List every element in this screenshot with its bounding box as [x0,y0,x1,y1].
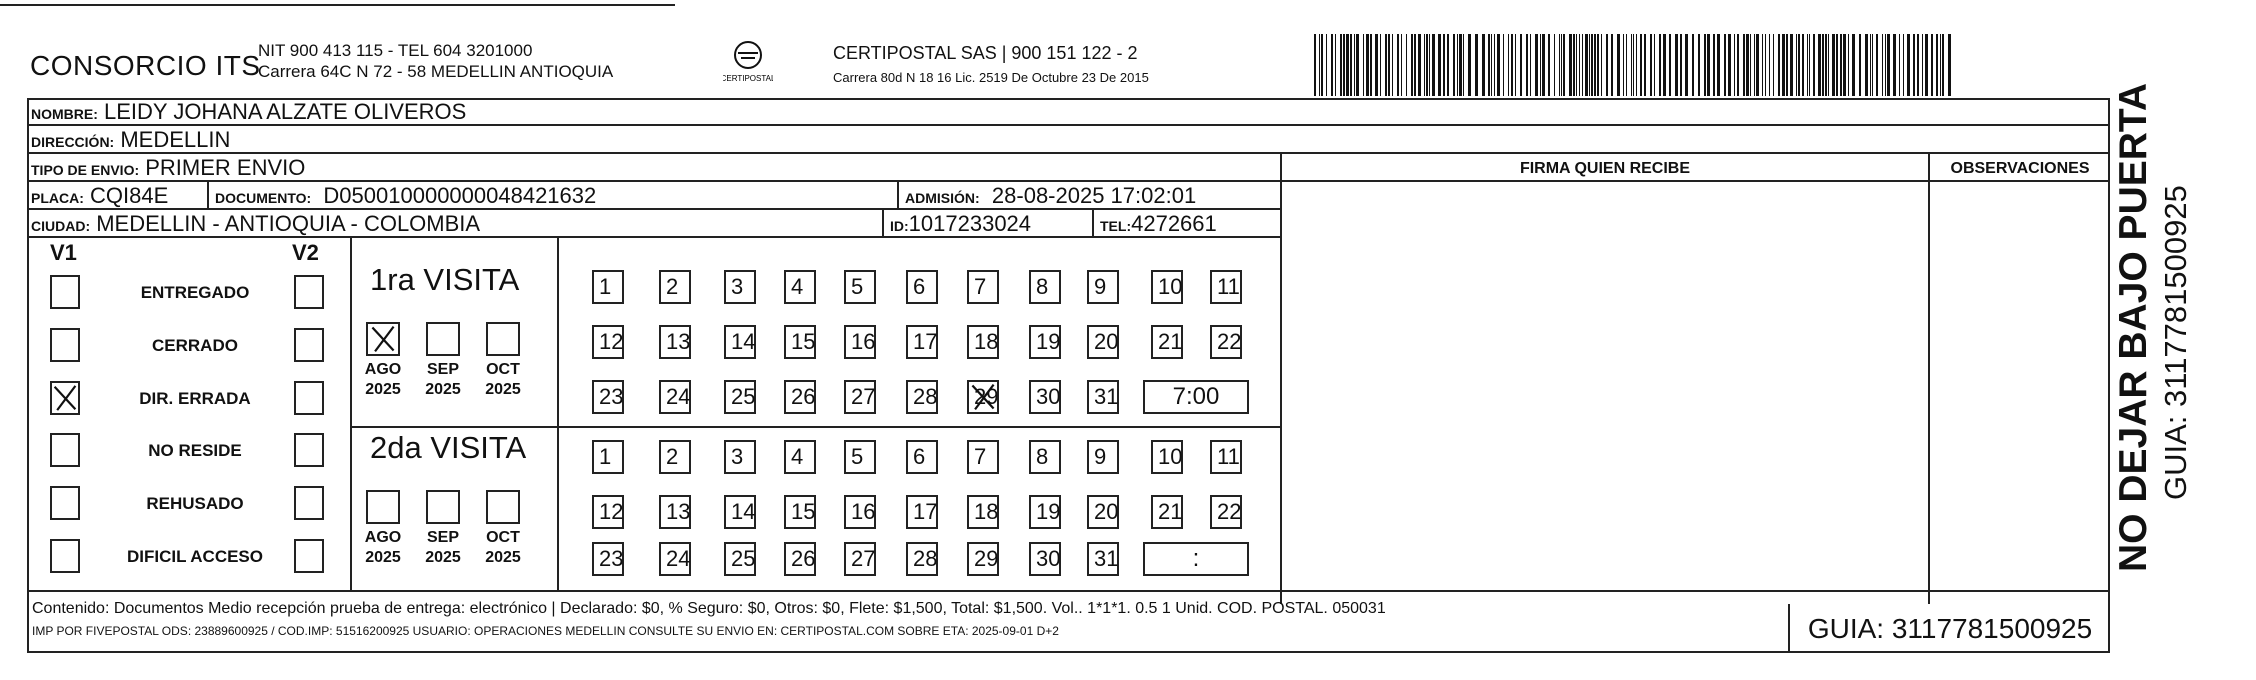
nombre-row [27,98,2110,126]
placa-row [27,182,1280,210]
visit2-day-6[interactable]: 6 [906,440,938,474]
visit2-day-31[interactable]: 31 [1087,542,1119,576]
visit2-day-14[interactable]: 14 [724,495,756,529]
visit2-day-7[interactable]: 7 [967,440,999,474]
visit1-month-checkbox[interactable] [366,322,400,356]
status-v1-checkbox[interactable] [50,539,80,573]
status-label: CERRADO [152,336,238,355]
visit-divider [350,426,1280,428]
barcode [1314,34,1954,96]
visit1-day-27[interactable]: 27 [844,380,876,414]
visit1-day-15[interactable]: 15 [784,325,816,359]
nombre-value: LEIDY JOHANA ALZATE OLIVEROS [104,99,467,124]
visit2-day-20[interactable]: 20 [1087,495,1119,529]
visit1-day-3[interactable]: 3 [724,270,756,304]
visit1-month-checkbox[interactable] [426,322,460,356]
visit2-day-3[interactable]: 3 [724,440,756,474]
visit2-day-2[interactable]: 2 [659,440,691,474]
admision-label: ADMISIÓN: [905,190,980,206]
direccion-row [27,126,2110,154]
visit1-day-13[interactable]: 13 [659,325,691,359]
tel-cell [1092,210,1217,238]
ciudad-label: CIUDAD: [31,218,91,234]
visit2-day-15[interactable]: 15 [784,495,816,529]
firma-header: FIRMA QUIEN RECIBE [1519,160,1691,177]
visit1-title: 1ra VISITA [370,262,520,297]
certipostal-info: CERTIPOSTAL SAS | 900 151 122 - 2 [833,43,1138,63]
visit2-day-5[interactable]: 5 [844,440,876,474]
visit2-month-checkbox[interactable] [366,490,400,524]
status-v1-checkbox[interactable] [50,275,80,309]
visit2-day-27[interactable]: 27 [844,542,876,576]
admision-value: 28-08-2025 17:02:01 [991,183,1197,208]
visit1-day-16[interactable]: 16 [844,325,876,359]
status-v2-checkbox[interactable] [294,539,324,573]
visit2-day-22[interactable]: 22 [1210,495,1242,529]
visit2-day-13[interactable]: 13 [659,495,691,529]
certipostal-logo [723,37,773,87]
firma-divider [1280,154,1282,604]
visit1-month-label: SEP 2025 [425,361,461,398]
visit1-day-4[interactable]: 4 [784,270,816,304]
visit1-month-label: AGO 2025 [364,361,402,398]
calendar-divider [557,238,559,590]
visit2-month-label: SEP 2025 [425,529,461,566]
company-name: CONSORCIO ITS [30,50,261,81]
visit1-day-19[interactable]: 19 [1029,325,1061,359]
visit1-day-1[interactable]: 1 [592,270,624,304]
guia-box: GUIA: 3117781500925 [1788,604,2110,653]
visit1-day-26[interactable]: 26 [784,380,816,414]
visit2-month-label: AGO 2025 [364,529,402,566]
id-label: ID: [890,218,909,234]
logo-text: CERTIPOSTAL [723,74,773,83]
observaciones-divider [1928,154,1930,604]
visit1-day-24[interactable]: 24 [659,380,691,414]
visit1-day-6[interactable]: 6 [906,270,938,304]
status-v2-checkbox[interactable] [294,486,324,520]
tel-label: TEL: [1100,218,1132,234]
visit2-month-checkbox[interactable] [486,490,520,524]
observaciones-header: OBSERVACIONES [1950,160,2090,177]
status-label: ENTREGADO [140,283,250,302]
visit2-day-16[interactable]: 16 [844,495,876,529]
status-v2-checkbox[interactable] [294,381,324,415]
visit1-day-25[interactable]: 25 [724,380,756,414]
visit1-day-30[interactable]: 30 [1029,380,1061,414]
ciudad-row [27,210,1280,238]
visit2-day-18[interactable]: 18 [967,495,999,529]
v1-header: V1 [50,240,77,265]
visit1-day-2[interactable]: 2 [659,270,691,304]
nombre-label: NOMBRE: [31,106,98,122]
visit2-day-8[interactable]: 8 [1029,440,1061,474]
visit2-day-30[interactable]: 30 [1029,542,1061,576]
status-v2-checkbox[interactable] [294,433,324,467]
visit1-day-29[interactable]: 29 [967,380,999,414]
visit1-day-5[interactable]: 5 [844,270,876,304]
direccion-value: MEDELLIN [120,127,231,152]
visit2-day-29[interactable]: 29 [967,542,999,576]
x-mark-icon [52,383,78,413]
visit1-day-22[interactable]: 22 [1210,325,1242,359]
visit2-day-9[interactable]: 9 [1087,440,1119,474]
company-info [258,40,613,82]
certipostal-license: Carrera 80d N 18 16 Lic. 2519 De Octubre 23 De 2015 [833,70,1149,85]
status-v1-checkbox[interactable] [50,381,80,415]
visit2-day-24[interactable]: 24 [659,542,691,576]
visit2-month-label: OCT 2025 [485,529,521,566]
visit2-day-11[interactable]: 11 [1210,440,1242,474]
footer-divider [27,590,2110,592]
direccion-label: DIRECCIÓN: [31,134,115,150]
visit1-day-31[interactable]: 31 [1087,380,1119,414]
visit1-day-10[interactable]: 10 [1151,270,1183,304]
status-label: DIR. ERRADA [139,389,251,408]
visit2-time[interactable]: : [1143,542,1249,576]
visit1-day-14[interactable]: 14 [724,325,756,359]
status-v2-checkbox[interactable] [294,275,324,309]
visit1-month-checkbox[interactable] [486,322,520,356]
admision-cell [897,182,1196,210]
visit1-day-11[interactable]: 11 [1210,270,1242,304]
status-label: REHUSADO [146,494,244,513]
visit2-day-1[interactable]: 1 [592,440,624,474]
side-warning: NO DEJAR BAJO PUERTA [2112,82,2155,572]
visit1-day-21[interactable]: 21 [1151,325,1183,359]
visit1-day-17[interactable]: 17 [906,325,938,359]
placa-label: PLACA: [31,190,84,206]
visit1-day-20[interactable]: 20 [1087,325,1119,359]
status-v1-checkbox[interactable] [50,328,80,362]
v2-header: V2 [292,240,319,265]
visit2-day-17[interactable]: 17 [906,495,938,529]
visit1-day-23[interactable]: 23 [592,380,624,414]
visit2-day-25[interactable]: 25 [724,542,756,576]
visit2-day-4[interactable]: 4 [784,440,816,474]
status-divider [350,238,352,590]
visit1-time[interactable]: 7:00 [1143,380,1249,414]
visit2-day-23[interactable]: 23 [592,542,624,576]
ciudad-value: MEDELLIN - ANTIOQUIA - COLOMBIA [96,211,481,236]
status-v1-checkbox[interactable] [50,433,80,467]
visit1-day-9[interactable]: 9 [1087,270,1119,304]
visit1-day-8[interactable]: 8 [1029,270,1061,304]
visit2-day-19[interactable]: 19 [1029,495,1061,529]
status-label: NO RESIDE [148,441,242,460]
status-label: DIFICIL ACCESO [126,547,263,566]
visit1-day-7[interactable]: 7 [967,270,999,304]
visit2-day-26[interactable]: 26 [784,542,816,576]
tipo-value: PRIMER ENVIO [145,155,306,180]
tel-value: 4272661 [1131,211,1217,236]
id-cell [882,210,1031,238]
visit2-day-12[interactable]: 12 [592,495,624,529]
footer-imp: IMP POR FIVEPOSTAL ODS: 23889600925 / COD.IMP: 51516200925 USUARIO: OPERACIONES MEDELLIN CONSULTE SU ENVIO EN: CERTIPOSTAL.COM SOBRE ETA: 2025-09-01 D+2 [32,624,1059,638]
visit2-month-checkbox[interactable] [426,490,460,524]
status-v2-checkbox[interactable] [294,328,324,362]
x-mark-icon [969,382,997,412]
visit2-day-10[interactable]: 10 [1151,440,1183,474]
visit1-day-28[interactable]: 28 [906,380,938,414]
visit2-day-21[interactable]: 21 [1151,495,1183,529]
visit2-day-28[interactable]: 28 [906,542,938,576]
documento-cell [207,182,596,210]
visit2-title: 2da VISITA [370,430,527,465]
status-v1-checkbox[interactable] [50,486,80,520]
placa-value: CQI84E [90,183,169,208]
visit1-day-18[interactable]: 18 [967,325,999,359]
company-address: Carrera 64C N 72 - 58 MEDELLIN ANTIOQUIA [258,62,614,81]
company-nit: NIT 900 413 115 - TEL 604 3201000 [258,41,533,60]
documento-label: DOCUMENTO: [215,190,312,206]
visit1-day-12[interactable]: 12 [592,325,624,359]
id-value: 1017233024 [908,211,1032,236]
top-rule [0,4,675,6]
footer-content: Contenido: Documentos Medio recepción prueba de entrega: electrónico | Declarado: $0, % Seguro: $0, Otros: $0, Flete: $1,500, Total: $1,500. Vol.. 1*1*1. 0.5 1 Unid. COD. POSTAL. 050031 [32,600,1386,617]
tipo-label: TIPO DE ENVIO: [31,162,140,178]
side-guia: GUIA: 3117781500925 [2158,185,2193,500]
x-mark-icon [368,324,398,354]
visit1-month-label: OCT 2025 [485,361,521,398]
documento-value: D050010000000048421632 [323,183,597,208]
